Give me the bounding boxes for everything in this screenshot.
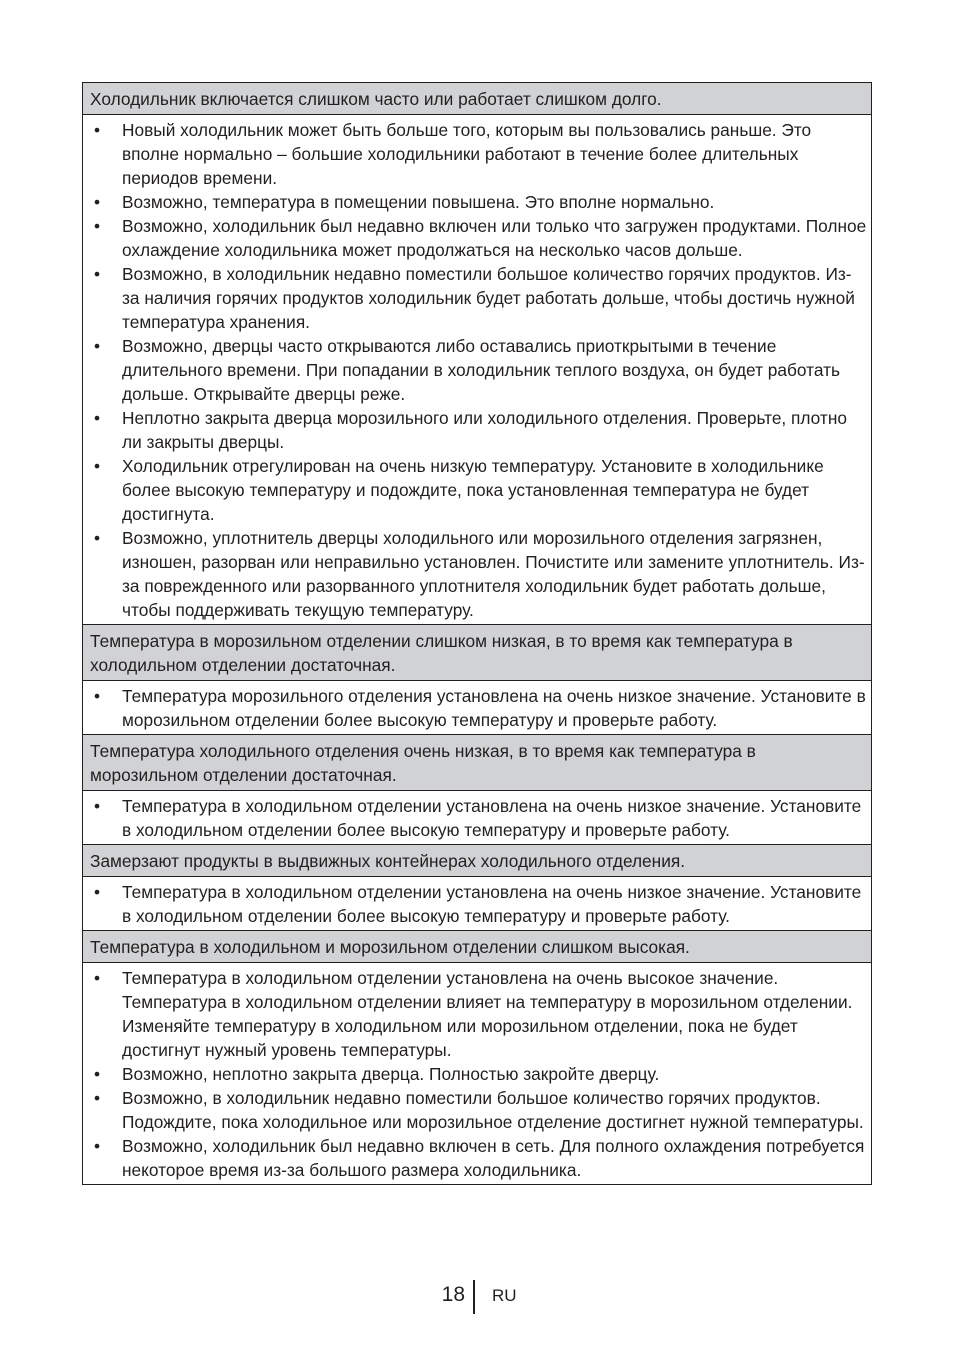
section-2 xyxy=(83,625,871,735)
list-item xyxy=(83,1086,867,1134)
list-item xyxy=(83,190,867,214)
bullet-icon: • xyxy=(93,456,101,476)
list-item xyxy=(83,1134,867,1182)
bullet-icon: • xyxy=(93,408,101,428)
bullet-icon: • xyxy=(93,336,101,356)
list-item-text: Новый холодильник может быть больше того, которым вы пользовались раньше. Это вполне нормально – большие холодильники работают в течение более длительных периодов времени. xyxy=(122,120,812,188)
list-item xyxy=(83,406,867,454)
page-number: 18 xyxy=(441,1283,465,1306)
list-item-text: Возможно, холодильник был недавно включен в сеть. Для полного охлаждения потребуется некоторое время из-за большого размера холодильника. xyxy=(122,1136,865,1180)
bullet-icon: • xyxy=(93,1064,101,1084)
list-item-text: Возможно, дверцы часто открываются либо оставались приоткрытыми в течение длительного времени. При попадании в холодильник теплого воздуха, он будет работать дольше. Открывайте дверцы реже. xyxy=(122,336,841,404)
troubleshooting-table xyxy=(82,82,872,1185)
bullet-icon: • xyxy=(93,216,101,236)
section-heading: Температура в морозильном отделении слишком низкая, в то время как температура в холодильном отделении достаточная. xyxy=(83,625,871,681)
list-item xyxy=(83,684,867,732)
section-heading: Температура в холодильном и морозильном отделении слишком высокая. xyxy=(83,931,871,963)
list-item xyxy=(83,794,867,842)
list-item xyxy=(83,1062,867,1086)
page-footer xyxy=(0,1280,954,1316)
bullet-icon: • xyxy=(93,796,101,816)
section-content xyxy=(83,791,871,845)
bullet-list xyxy=(83,684,867,732)
list-item-text: Возможно, неплотно закрыта дверца. Полностью закройте дверцу. xyxy=(122,1064,660,1084)
list-item xyxy=(83,334,867,406)
bullet-icon: • xyxy=(93,882,101,902)
list-item-text: Температура в холодильном отделении установлена на очень высокое значение. Температура в холодильном отделении влияет на температуру в морозильном отделении. Изменяйте температуру в холодильном или морозильном отделении, пока не будет достигнут нужный уровень температуры. xyxy=(122,968,853,1060)
list-item xyxy=(83,966,867,1062)
section-content xyxy=(83,681,871,735)
bullet-icon: • xyxy=(93,120,101,140)
list-item-text: Температура морозильного отделения установлена на очень низкое значение. Установите в морозильном отделении более высокую температуру и проверьте работу. xyxy=(122,686,866,730)
list-item xyxy=(83,526,867,622)
bullet-icon: • xyxy=(93,192,101,212)
list-item-text: Холодильник отрегулирован на очень низкую температуру. Установите в холодильнике более высокую температуру и подождите, пока установленная температура не будет достигнута. xyxy=(122,456,824,524)
section-content xyxy=(83,115,871,625)
list-item-text: Возможно, температура в помещении повышена. Это вполне нормально. xyxy=(122,192,715,212)
bullet-list xyxy=(83,118,867,622)
list-item xyxy=(83,880,867,928)
section-content xyxy=(83,963,871,1184)
section-4 xyxy=(83,845,871,931)
list-item xyxy=(83,262,867,334)
section-3 xyxy=(83,735,871,845)
list-item-text: Возможно, в холодильник недавно поместили большое количество горячих продуктов. Подождите, пока холодильное или морозильное отделение достигнет нужной температуры. xyxy=(122,1088,864,1132)
list-item xyxy=(83,454,867,526)
footer-divider xyxy=(473,1280,475,1314)
bullet-icon: • xyxy=(93,528,101,548)
list-item-text: Температура в холодильном отделении установлена на очень низкое значение. Установите в холодильном отделении более высокую температуру и проверьте работу. xyxy=(122,796,862,840)
section-1 xyxy=(83,83,871,625)
bullet-icon: • xyxy=(93,264,101,284)
language-code: RU xyxy=(492,1286,517,1305)
list-item-text: Возможно, в холодильник недавно поместили большое количество горячих продуктов. Из-за наличия горячих продуктов холодильник будет работать дольше, чтобы достичь нужной температура хранения. xyxy=(122,264,855,332)
list-item-text: Температура в холодильном отделении установлена на очень низкое значение. Установите в холодильном отделении более высокую температуру и проверьте работу. xyxy=(122,882,862,926)
list-item-text: Неплотно закрыта дверца морозильного или холодильного отделения. Проверьте, плотно ли закрыты дверцы. xyxy=(122,408,847,452)
list-item xyxy=(83,214,867,262)
list-item-text: Возможно, холодильник был недавно включен или только что загружен продуктами. Полное охлаждение холодильника может продолжаться на несколько часов дольше. xyxy=(122,216,867,260)
bullet-list xyxy=(83,794,867,842)
bullet-list xyxy=(83,880,867,928)
section-heading: Холодильник включается слишком часто или работает слишком долго. xyxy=(83,83,871,115)
section-content xyxy=(83,877,871,931)
section-heading: Замерзают продукты в выдвижных контейнерах холодильного отделения. xyxy=(83,845,871,877)
bullet-icon: • xyxy=(93,1088,101,1108)
bullet-icon: • xyxy=(93,686,101,706)
list-item-text: Возможно, уплотнитель дверцы холодильного или морозильного отделения загрязнен, изношен, разорван или неправильно установлен. Почистите или замените уплотнитель. Из-за поврежденного или разорванного уплотнителя холодильник будет работать дольше, чтобы поддерживать текущую температуру. xyxy=(122,528,865,620)
section-heading: Температура холодильного отделения очень низкая, в то время как температура в морозильном отделении достаточная. xyxy=(83,735,871,791)
section-5 xyxy=(83,931,871,1184)
list-item xyxy=(83,118,867,190)
bullet-list xyxy=(83,966,867,1182)
bullet-icon: • xyxy=(93,968,101,988)
bullet-icon: • xyxy=(93,1136,101,1156)
